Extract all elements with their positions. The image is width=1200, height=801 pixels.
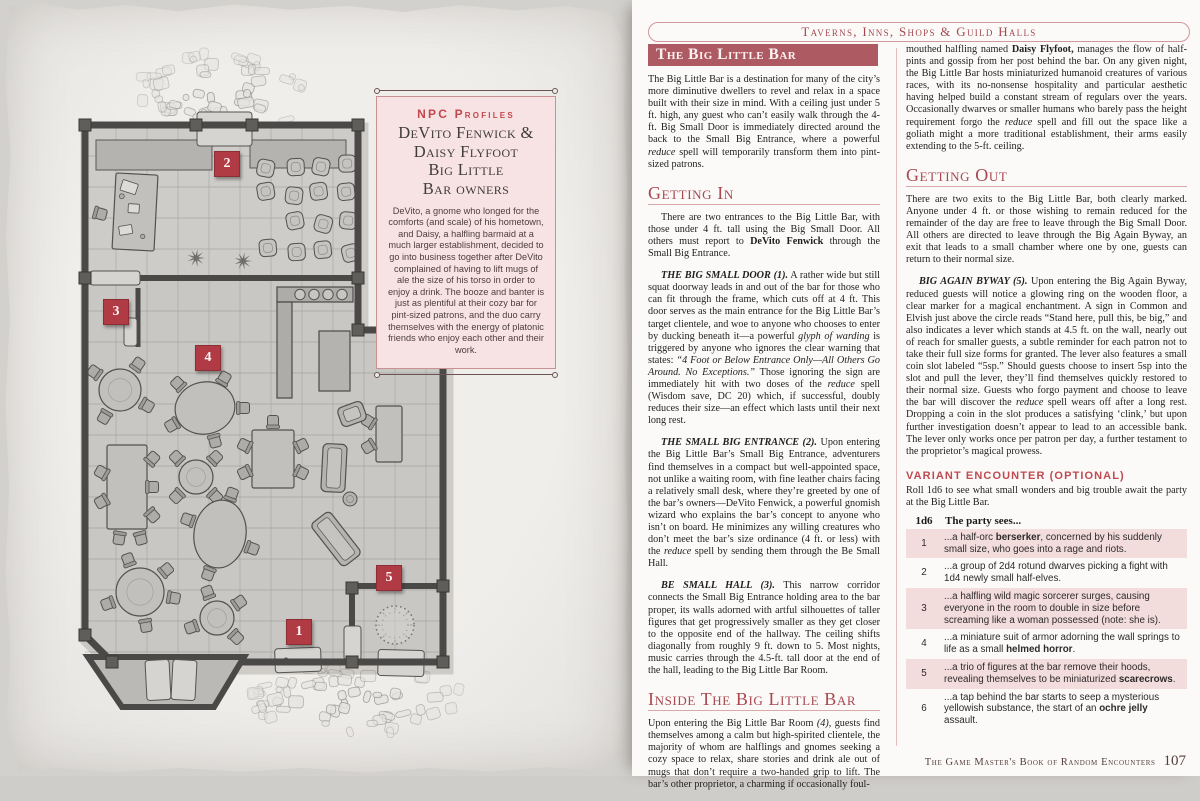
encounter-result: ...a trio of figures at the bar remove their hoods, revealing themselves to be miniaturized scarecrows. [944,661,1176,685]
npc-box-body: DeVito, a gnome who longed for the comforts (and scale) of his hometown, and Daisy, a halfling barmaid at a much larger establishment, decided to go into business together after DeVito complained of having to lift mugs of ale the size of his torso in order to enjoy a drink. The booze and banter is just as plentiful at their cozy bar for pint-sized patrons, and the duo carry themselves with the energy of platonic friends who enjoy each other and their work. [387,205,545,355]
result-column-header: The party sees... [945,515,1022,527]
map-marker-3: 3 [103,299,129,325]
encounter-row [906,689,1187,730]
map-marker-4: 4 [195,345,221,371]
paragraph: BIG AGAIN BYWAY (5). Upon entering the Big Again Byway, reduced guests will notice a glowing ring on the wooden floor, a clear marker for a magical enchantment. A sign in Common and Elvish just above the circle reads “Stand here, pull this, be big,” and also indicates a lever which stands at 4.5 ft. on the wall, nearly out of reach for smaller guests, a subtle reminder for each patron not to take their full size forms for granted. The lever also features a small coin slot labeled “5sp.” Should guests choose to insert 5sp into the slot and pull the lever, they’ll find themselves quickly restored to their normal size. Guests who forgo payment and choose to leave the bar will discover the reduce spell wears off after a long rest. Dropping a coin in the slot produces a satisfying ‘clink,’ but upon further investigation doesn’t appear to lead to an accessible bank. The lever only works once per patron per day, a further testament to the proprietor’s magical prowess. [906,276,1188,457]
npc-box-panel [376,96,556,369]
getting-out-paragraphs [906,194,1187,458]
chapter-banner-label: Taverns, Inns, Shops & Guild Halls [801,24,1037,39]
right-column [906,44,1187,730]
npc-box-bottom-rule [379,374,553,375]
text-page [632,0,1200,790]
variant-heading: VARIANT ENCOUNTER (OPTIONAL) [906,469,1125,482]
encounter-row [906,629,1187,659]
footer-book-title: The Game Master's Book of Random Encounters [924,757,1156,768]
section-heading-getting-out: Getting Out [906,166,1187,187]
section-heading-getting-in: Getting In [648,184,880,205]
column-divider [896,48,897,746]
npc-box-title: DeVito Fenwick & Daisy Flyfoot Big Little Bar owners [398,123,534,198]
encounter-row [906,588,1187,629]
section-heading-inside: Inside The Big Little Bar [648,690,880,711]
map-marker-2: 2 [214,151,240,177]
encounter-result: ...a tap behind the bar starts to seep a mysterious yellowish substance, the start of an ochre jelly assault. [944,691,1160,727]
continuation-paragraph: mouthed halfling named Daisy Flyfoot, manages the flow of half-pints and gossip from her post behind the bar. On any given night, the Big Little Bar hosts miniaturized humanoid creatures of various races, with its no-nonsense hospitality and particular aesthetic having helped build a constant stream of regulars over the years. Occasionally dwarves or smaller humans who barely pass the height requirement forgo the reduce spell and fill out the space like a goliath might a more traditional establishment, their arms easily extending to the 5-ft. ceiling. [906,44,1187,152]
map-marker-5: 5 [376,565,402,591]
npc-box-top-rule [379,90,553,91]
encounter-table-header [906,515,1187,529]
encounter-die: 1 [921,537,927,549]
paragraph: There are two entrances to the Big Little Bar, with those under 4 ft. tall using the Big Small Door. All others must report to DeVito Fenwick through the Small Big Entrance. [648,211,880,260]
encounter-die: 4 [921,638,927,650]
encounter-result: ...a halfling wild magic sorcerer surges, causing everyone in the room to double in size before screaming like a woman possessed (note: she is). [944,590,1161,626]
encounter-row [906,659,1187,689]
die-column-header: 1d6 [915,515,933,527]
encounter-die: 5 [921,667,927,679]
getting-in-paragraphs [648,212,880,677]
paragraph: There are two exits to the Big Little Bar, both clearly marked. Anyone under 4 ft. or those wishing to remain reduced for the remainder of the day are free to leave through the Big Small Door. All others are directed to leave through the Big Again Byway, an exit that leads to a small chamber where one by one, guests can return to their normal size. [906,193,1187,266]
encounter-row [906,558,1187,588]
variant-intro: Roll 1d6 to see what small wonders and big trouble await the party at the Big Little Bar. [906,484,1187,508]
chapter-banner [648,22,1190,42]
encounter-row [906,529,1187,559]
npc-profile-box [376,90,556,375]
intro-paragraph: The Big Little Bar is a destination for many of the city’s more diminutive dwellers to revel and relax in a space built with their size in mind. With a ceiling just under 5 ft. high, any guest who can’t easily walk through the 4-ft. Big Small Door is immediately directed around the back to the Small Big Entrance, where a powerful reduce spell will temporarily transform them into pint-sized patrons. [648,74,880,170]
variant-encounter-table [906,515,1187,730]
inside-paragraphs [648,718,880,791]
footer-page-number: 107 [1163,753,1186,769]
npc-box-kicker: NPC Profiles [417,107,515,121]
paragraph: THE SMALL BIG ENTRANCE (2). Upon entering the Big Little Bar’s Small Big Entrance, adventurers find themselves in a compact but well-appointed space, not unlike a waiting room, with fine leather chairs facing a relatively small desk, where they’re greeted by one of the bar’s owners—DeVito Fenwick, a powerful gnomish wizard who explains the bar’s concept to anyone who isn’t on board. He minimizes any willing creatures who don’t meet the bar’s size ordinance (4 ft. or less) with the reduce spell by sending them through the Be Small Hall. [648,437,880,570]
map-marker-1: 1 [286,619,312,645]
article-title: The Big Little Bar [648,44,878,66]
encounter-result: ...a group of 2d4 rotund dwarves picking a fight with 1d4 newly small half-elves. [944,561,1168,585]
paragraph: BE SMALL HALL (3). This narrow corridor connects the Small Big Entrance holding area to the bar proper, its walls adorned with artful silhouettes of taller figures that get progressively smaller as they get closer to the opposite end of the hallway. The ceiling shifts diagonally from roughly 9 ft. down to 5. Most nights, music carries through the 4.5-ft. tall door at the end of the hall, leading to the Big Little Bar Room. [648,580,881,677]
paragraph: THE BIG SMALL DOOR (1). A rather wide but still squat doorway leads in and out of the bar for those who can fit through the frame, which cuts off at 4 ft. This door serves as the main entrance for the Big Little Bar’s target clientele, and woe to anyone who chooses to enter by ducking beneath it—a powerful glyph of warding is triggered by anyone who ignores the clear warning that states: “4 Foot or Below Entrance Only—All Others Go Around. No Exceptions.” Those ignoring the sign are immediately hit with two doses of the reduce spell (Wisdom save, DC 20) which, if successful, doubly reduces their size—an effect which lasts until their next long rest. [648,270,881,427]
encounter-die: 3 [921,602,927,614]
encounter-result: ...a miniature suit of armor adorning the wall springs to life as a small helmed horror. [944,632,1180,656]
encounter-die: 6 [921,703,927,715]
encounter-result: ...a half-orc berserker, concerned by his suddenly small size, who goes into a rage and riots. [944,531,1162,555]
encounter-die: 2 [921,567,927,579]
page-footer [925,753,1186,770]
paragraph: Upon entering the Big Little Bar Room (4), guests find themselves among a calm but high-spirited clientele, the majority of whom are halflings and gnomes seeking a cozy space to relax, share stories and drink ale out of mugs that don’t require a two-handed grip to lift. The bar’s other proprietor, a charming if occasionally foul- [648,718,880,790]
left-column [648,44,880,801]
